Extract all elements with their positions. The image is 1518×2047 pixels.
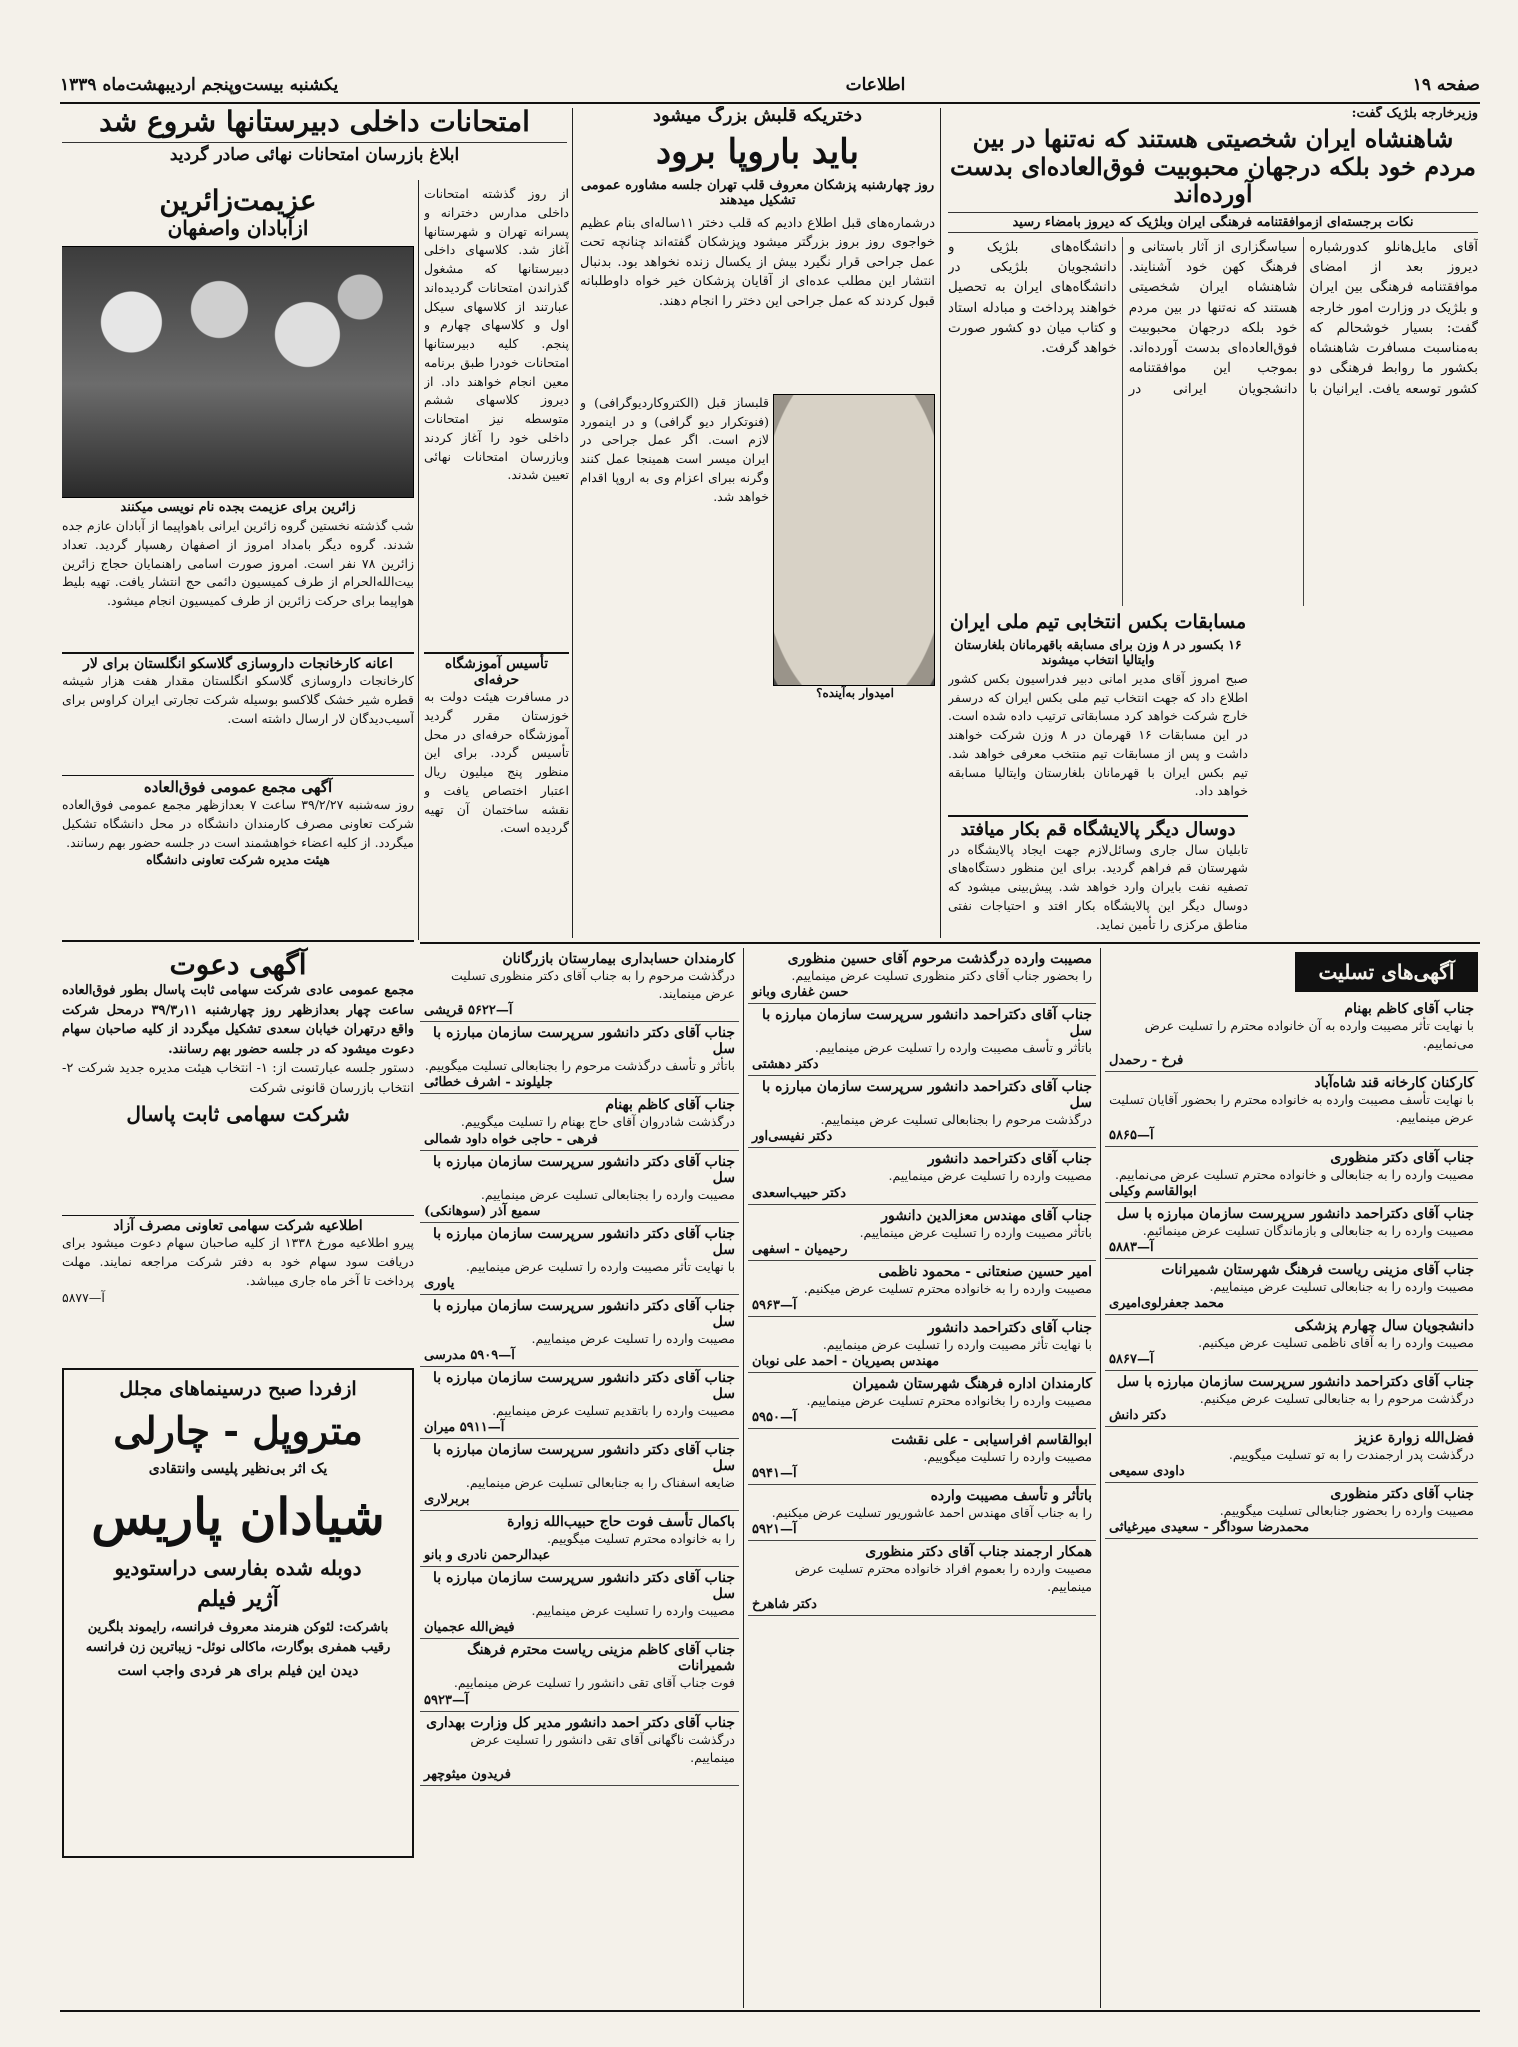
condolence-notice — [1105, 1147, 1478, 1203]
condolence-body: باتأثر و تأسف مصیبت وارده را تسلیت عرض مینماییم. — [814, 1040, 1092, 1056]
article-body-continued: قلبساز قبل (الکتروکاردیوگرافی) و (فنوتکرار دیو گرافی) و در اینمورد لازم است. اگر عمل جراحی در ایران میسر است همینجا عمل کنند وگرنه ببرای اعزام وی به اروپا اقدام خواهد شد. — [580, 394, 769, 504]
condolence-notice — [420, 1511, 739, 1567]
article-kicker: دختریکه قلبش بزرگ میشود — [652, 106, 863, 126]
cinema-tagline: یک اثر بی‌نظیر پلیسی وانتقادی — [148, 1461, 328, 1477]
condolence-body: با نهایت تأثر مصیبت وارده را تسلیت عرض مینماییم. — [822, 1336, 1092, 1352]
condolence-title: جناب آقای مزینی ریاست فرهنگ شهرستان شمیرانات — [1161, 1261, 1474, 1278]
condolence-title: جناب آقای دکتر دانشور سرپرست سازمان مبارزه با سل — [433, 1570, 735, 1603]
condolence-notice — [1105, 1371, 1478, 1427]
condolence-notice — [1105, 1259, 1478, 1315]
column-divider — [743, 948, 744, 2008]
condolence-notice — [748, 948, 1096, 1004]
condolence-body: باتأثر مصیبت وارده را تسلیت عرض مینماییم. — [859, 1224, 1092, 1240]
portrait-photo — [773, 394, 935, 686]
condolence-notice — [420, 948, 739, 1022]
article-subhead: ۱۶ بکسور در ۸ وزن برای مسابقه باقهرمانان بلغارستان وایتالیا انتخاب میشوند — [954, 636, 1242, 667]
article-headline: اعانه کارخانجات داروسازی گلاسکو انگلستان برای لار — [62, 652, 414, 672]
cinema-names: متروپل - چارلی — [113, 1408, 363, 1453]
condolence-title: جناب آقای مهندس معزالدین دانشور — [881, 1207, 1092, 1224]
condolence-body: درگذشت مرحوم را به جناب آقای دکتر منظوری تسلیت عرض مینمایند. — [451, 968, 735, 1002]
notice-code: آ—۵۸۷۷ — [62, 1290, 105, 1306]
condolence-body: مصیبت وارده را به آقای ناظمی تسلیت عرض میکنیم. — [1198, 1334, 1474, 1350]
dub-note: دوبله شده بفارسی دراستودیو — [114, 1556, 362, 1580]
article-vocational-school — [424, 652, 569, 937]
condolence-body: با نهایت تأسف مصیبت وارده به خانواده محترم را بحضور آقایان تسلیت عرض مینماییم. — [1109, 1092, 1474, 1126]
condolence-signature: فیض‌الله عجمیان — [424, 1620, 515, 1636]
condolence-notice — [420, 1094, 739, 1150]
condolence-body: را به جناب آقای مهندس احمد عاشوریور تسلیت عرض میکنیم. — [771, 1505, 1092, 1521]
article-glaxo-donation — [62, 652, 414, 772]
condolence-signature: آ—۵۹۱۱ میران — [424, 1420, 505, 1435]
article-body: کارخانجات داروسازی گلاسکو انگلستان مقدار هفت هزار شیشه قطره شیر خشک گلاکسو بوسیله شرکت تجارتی ایران کراوس برای آسیب‌دیدگان لار ارسال داشته است. — [62, 673, 414, 726]
condolence-body: مصیبت وارده را باتقدیم تسلیت عرض مینماییم. — [492, 1402, 735, 1418]
condolence-body: درگذشت شادروان آقای حاج بهنام را تسلیت میگوییم. — [460, 1114, 735, 1130]
condolence-title: دانشجویان سال چهارم پزشکی — [1294, 1317, 1474, 1334]
article-headline: امتحانات داخلی دبیرستانها شروع شد — [99, 106, 530, 138]
condolence-body: مصیبت وارده را بحضور جنابعالی تسلیت میگوییم. — [1219, 1503, 1474, 1519]
condolences-banner: آگهی‌های تسلیت — [1295, 952, 1478, 992]
condolence-body: مصیبت وارده را بخانواده محترم تسلیت عرض مینماییم. — [806, 1392, 1092, 1408]
condolence-signature: فریدون میثوچهر — [424, 1766, 511, 1782]
condolence-title: فضل‌الله زوارة عزیز — [1355, 1430, 1474, 1447]
condolence-body: با نهایت تأثر مصیبت وارده را تسلیت عرض مینماییم. — [465, 1258, 735, 1274]
condolence-notice — [1105, 1315, 1478, 1371]
article-pilgrims — [62, 185, 414, 645]
notice-title: آگهی دعوت — [62, 940, 414, 981]
article-shah-belgium — [948, 106, 1478, 606]
condolence-body: را به خانواده محترم تسلیت میگوییم. — [547, 1531, 735, 1547]
condolence-title: جناب آقای دکتراحمد دانشور — [927, 1151, 1092, 1168]
article-body: درشماره‌های قبل اطلاع دادیم که قلب دختر ۱۱ساله‌ای بنام عظیم خواجوی روز بروز بزرگتر میشود وپزشکان گفته‌اند چنانچه تحت عمل جراحی قرار نگیرد بیش از یکسال زنده نخواهد بود. بدنبال انتشار این مطلب عده‌ای از آقایان پزشکان خیر خواه داوطلبانه قبول کردند که عمل جراحی این دختر را انجام دهند. — [580, 215, 935, 309]
article-body: صبح امروز آقای مدیر امانی دبیر فدراسیون بکس کشور اطلاع داد که جهت انتخاب تیم ملی بکس ایران که درسفر خارج شرکت خواهد کرد مسابقاتی ترتیب داده شده است. در این مسابقات ۱۶ قهرمان در ۸ وزن شرکت خواهند داشت و پس از مسابقات تیم منتخب معرفی خواهد شد. تیم بکس ایران با قهرمانان بلغارستان وایتالیا مسابقه خواهد داد. — [948, 670, 1248, 799]
notice-body: پیرو اطلاعیه مورخ ۱۳۳۸ از کلیه صاحبان سهام دعوت میشود برای دریافت سود سهام خود به دفتر شرکت مراجعه نمایند. مهلت پرداخت تا آخر ماه جاری میباشد. — [62, 1235, 414, 1288]
condolence-notice — [748, 1485, 1096, 1541]
article-body: آقای مایل‌هانلو کدورشباره دیروز بعد از امضای موافقتنامه فرهنگی بین ایران و بلژیک در وزارت امور خارجه گفت: بسیار خوشحالم که به‌مناسبت مسافرت شاهنشاه بکشور ما روابط فرهنگی دو کشور توسعه یافت. ایرانیان با سیاسگزاری از آثار باستانی و فرهنگ کهن خود آشنایند. شاهنشاه ایران شخصیتی هستند که نه‌تنها در بین مردم خود بلکه درجهان محبوبیت فوق‌العاده‌ای بدست آورده‌اند. بموجب این موافقتنامه دانشجویان ایرانی در دانشگاه‌های بلژیک و دانشجویان بلژیکی در دانشگاه‌های ایران به تحصیل خواهند پرداخت و مبادله استاد و کتاب میان دو کشور صورت خواهد گرفت. — [948, 238, 1478, 397]
condolence-title: ابوالقاسم افراسیابی - علی نقشت — [891, 1432, 1092, 1448]
condolence-signature: محمدرضا سوداگر - سعیدی میرغیاثی — [1109, 1520, 1310, 1536]
notice-signature: شرکت سهامی ثابت پاسال — [126, 1102, 350, 1126]
column-divider — [418, 180, 419, 940]
condolence-body: مصیبت وارده را تسلیت عرض مینماییم. — [531, 1603, 735, 1619]
condolence-signature: آ—۵۸۶۷ — [1109, 1352, 1154, 1367]
condolence-signature: رحیمیان - اسفهی — [752, 1241, 848, 1257]
masthead-rule — [60, 102, 1480, 104]
condolence-signature: محمد جعفرلوی‌امیری — [1109, 1295, 1224, 1311]
condolence-signature: دکتر دانش — [1109, 1408, 1167, 1424]
condolence-title: جناب آقای دکتراحمد دانشور سرپرست سازمان مبارزه با سل — [1116, 1205, 1474, 1222]
condolence-title: جناب آقای دکتراحمد دانشور — [927, 1319, 1092, 1336]
cinema-ad-intro: ازفردا صبح درسینماهای مجلل — [119, 1378, 357, 1400]
condolence-title: جناب آقای کاظم بهنام — [605, 1097, 735, 1114]
condolence-title: جناب آقای دکتراحمد دانشور سرپرست سازمان مبارزه با سل — [762, 1079, 1092, 1112]
condolence-column-mid — [748, 948, 1096, 2008]
condolence-notice — [420, 1022, 739, 1094]
notice-title: اطلاعیه شرکت سهامی تعاونی مصرف آزاد — [62, 1215, 414, 1234]
film-cast: باشرکت: لئوکن هنرمند معروف فرانسه، رایموند بلگرین رقیب همفری بوگارت، ماکالی نوئل- زیباترین زن فرانسه — [85, 1620, 391, 1655]
film-title: شیادان پاریس — [91, 1487, 385, 1546]
footer-rule — [60, 2010, 1480, 2012]
condolence-notice — [420, 1151, 739, 1223]
condolence-signature: آ—۵۹۲۳ — [424, 1692, 469, 1708]
article-exams-body: از روز گذشته امتحانات داخلی مدارس دخترانه و پسرانه تهران و شهرستانها آغاز شد. کلاسهای داخلی دبیرستانها که مشغول گذراندن امتحانات گردیده‌اند عبارتند از کلاسهای سیکل اول و کلاسهای چهارم و پنجم. کلیه دبیرستانها امتحانات خودرا طبق برنامه معین انجام خواهند داد. از دیروز کلاسهای ششم متوسطه نیز امتحانات داخلی خود را آغاز کردند وبازرسان امتحانات نهائی تعیین شدند. — [424, 186, 569, 483]
film-warning: دیدن این فیلم برای هر فردی واجب است — [117, 1663, 359, 1679]
condolence-body: مصیبت وارده را تسلیت میگوییم. — [923, 1449, 1092, 1464]
condolence-body: درگذشت مرحوم را به جنابعالی تسلیت عرض میکنیم. — [1199, 1391, 1474, 1406]
condolence-notice — [748, 1429, 1096, 1485]
condolence-title: جناب آقای دکتر دانشور سرپرست سازمان مبارزه با سل — [433, 1442, 735, 1474]
condolence-body: مصیبت وارده را بعموم افراد خانواده محترم تسلیت عرض مینماییم. — [794, 1561, 1092, 1595]
condolence-title: جناب آقای دکتر دانشور سرپرست سازمان مبارزه با سل — [433, 1297, 735, 1330]
condolence-title: باکمال تأسف فوت حاج حبیب‌الله زوارة — [507, 1514, 735, 1531]
section-rule — [420, 942, 1480, 944]
condolence-signature: مهندس بصیریان - احمد علی نوبان — [752, 1353, 940, 1369]
column-divider — [572, 108, 573, 938]
studio-name: آژیر فیلم — [197, 1586, 279, 1612]
condolence-signature: آ—۵۹۴۱ — [752, 1466, 797, 1482]
condolence-notice — [748, 1317, 1096, 1373]
condolence-title: جناب آقای دکتراحمد دانشور سرپرست سازمان مبارزه با سل — [1116, 1374, 1474, 1390]
condolence-signature: بربرلاری — [424, 1492, 470, 1508]
article-headline: دوسال دیگر پالایشگاه قم بکار میافتد — [948, 815, 1248, 841]
condolence-notice — [420, 1439, 739, 1511]
condolence-notice — [748, 1261, 1096, 1317]
article-girl-heart — [580, 106, 935, 940]
column-divider — [1100, 948, 1101, 2008]
condolence-title: امیر حسین صنعتانی - محمود ناظمی — [878, 1263, 1092, 1280]
pilgrims-photo — [62, 246, 414, 498]
condolence-notice — [748, 1076, 1096, 1148]
condolence-title: جناب آقای دکتر منظوری — [1330, 1486, 1474, 1503]
condolence-notice — [420, 1567, 739, 1639]
condolence-notice — [420, 1712, 739, 1786]
notice-body: روز سه‌شنبه ۳۹/۲/۲۷ ساعت ۷ بعدازظهر مجمع عمومی فوق‌العاده شرکت تعاونی مصرف کارمندان دانشگاه در محل دانشگاه تشکیل میگردد. از کلیه اعضاء خواهشمند است در جلسه حضور بهم رسانند. — [62, 797, 414, 850]
condolence-notice — [420, 1639, 739, 1711]
condolence-signature: دکتر دهشتی — [752, 1057, 819, 1073]
photo-caption: امیدوار به‌آینده؟ — [816, 685, 894, 700]
condolence-signature: آ—۵۶۲۲ قریشی — [424, 1003, 513, 1019]
article-kicker: وزیرخارجه بلژیک گفت: — [1351, 106, 1478, 121]
article-body: شب گذشته نخستین گروه زائرین ایرانی باهواپیما از آبادان عازم جده شدند. گروه دیگر بامداد امروز از اصفهان رهسپار گردید. تعداد زائرین ۷۸ نفر است. امروز صورت اسامی راهنمایان حجاج زائرین بیت‌الله‌الحرام از طرف کمیسیون دائمی حج انتشار یافت. تهیه بلیط هواپیما برای حرکت زائرین از طرف کمیسیون انجام میشود. — [62, 518, 414, 609]
condolence-body: مصیبت وارده را به جنابعالی و خانواده محترم تسلیت عرض می‌نماییم. — [1114, 1166, 1474, 1182]
condolence-body: درگذشت مرحوم را بجنابعالی تسلیت عرض مینماییم. — [820, 1112, 1092, 1128]
article-body: تابلیان سال جاری وسائل‌لازم جهت ایجاد پالایشگاه در شهرستان قم فراهم گردید. برای این منظور دستگاه‌های تصفیه نفت بایران وارد خواهد شد. پیش‌بینی میشود که دوسال دیگر این پالایشگاه بکار افتد و احتیاجات نفتی مناطق مرکزی را تأمین نماید. — [948, 841, 1248, 932]
condolence-body: مصیبت وارده را به جنابعالی تسلیت عرض مینماییم. — [1209, 1278, 1474, 1294]
condolence-body: را بحضور جناب آقای دکتر منظوری تسلیت عرض مینماییم. — [791, 968, 1092, 983]
condolence-notice — [1105, 1483, 1478, 1539]
condolence-title: جناب آقای کاظم مزینی ریاست محترم فرهنگ شمیرانات — [467, 1642, 735, 1675]
masthead — [60, 70, 1480, 100]
condolence-notice — [748, 1004, 1096, 1076]
condolence-signature: عبدالرحمن نادری و بانو — [424, 1548, 551, 1564]
article-subhead: ابلاغ بازرسان امتحانات نهائی صادر گردید — [62, 142, 567, 166]
condolence-body: درگذشت ناگهانی آقای تقی دانشور را تسلیت عرض مینماییم. — [470, 1731, 735, 1765]
condolence-notice — [1105, 1072, 1478, 1146]
condolence-signature: فرخ - رحمدل — [1109, 1053, 1184, 1069]
article-subhead: ازآبادان واصفهان — [167, 216, 309, 241]
article-exams-header — [62, 106, 567, 178]
condolence-notice — [1105, 998, 1478, 1072]
condolence-notice — [1105, 1427, 1478, 1483]
condolence-title: جناب آقای دکتر دانشور سرپرست سازمان مبارزه با سل — [433, 1025, 735, 1058]
notice-signature: هیئت مدیره شرکت تعاونی دانشگاه — [146, 852, 330, 868]
issue-date: یکشنبه بیست‌وپنجم اردیبهشت‌ماه ۱۳۳۹ — [60, 75, 339, 95]
article-subhead: نکات برجسته‌ای ازموافقتنامه فرهنگی ایران وبلژیک که دیروز بامضاء رسید — [948, 212, 1478, 233]
photo-caption: زائرین برای عزیمت بجده نام نویسی میکنند — [120, 500, 356, 516]
newspaper-name: اطلاعات — [845, 75, 906, 95]
condolence-body: مصیبت وارده را بجنابعالی تسلیت عرض مینماییم. — [480, 1186, 735, 1202]
condolence-title: جناب آقای دکتراحمد دانشور سرپرست سازمان مبارزه با سل — [762, 1007, 1092, 1040]
condolence-signature: دکتر نفیسی‌اور — [752, 1129, 833, 1145]
article-headline: تأسیس آموزشگاه حرفه‌ای — [424, 652, 569, 688]
condolence-body: مصیبت وارده را به جنابعالی و بازماندگان تسلیت عرض مینمائیم. — [1142, 1222, 1474, 1238]
condolence-title: جناب آقای دکتر احمد دانشور مدیر کل وزارت بهداری — [426, 1714, 735, 1731]
column-divider — [940, 108, 941, 938]
article-headline: باید باروپا برود — [655, 131, 860, 172]
condolence-column-left — [420, 948, 739, 2008]
condolence-title: همکار ارجمند جناب آقای دکتر منظوری — [865, 1544, 1092, 1561]
condolence-body: با نهایت تأثر مصیبت وارده به آن خانواده محترم را تسلیت عرض می‌نماییم. — [1144, 1018, 1474, 1052]
condolence-signature: حسن غفاری وبانو — [752, 985, 849, 1001]
article-body: در مسافرت هیئت دولت به خوزستان مقرر گردید آموزشگاه حرفه‌ای در محل تأسیس گردد. برای این منظور پنج میلیون ریال اعتبار اختصاص یافت و نقشه ساختمان آن تهیه گردیده است. — [424, 689, 569, 836]
condolence-signature: یاوری — [424, 1275, 455, 1291]
notice-azad-coop — [62, 1215, 414, 1360]
condolence-signature: فرهی - حاجی خواه داود شمالی — [424, 1131, 598, 1147]
notice-general-assembly — [62, 775, 414, 935]
condolence-title: باتأثر و تأسف مصیبت وارده — [930, 1488, 1092, 1505]
condolence-notice — [748, 1541, 1096, 1615]
condolence-signature: آ—۵۸۸۳ — [1109, 1239, 1154, 1255]
article-boxing — [948, 612, 1248, 812]
condolence-notice — [748, 1148, 1096, 1204]
condolence-signature: آ—۵۹۲۱ — [752, 1522, 797, 1538]
condolence-body: مصیبت وارده را تسلیت عرض مینماییم. — [531, 1330, 735, 1346]
condolence-notice — [748, 1205, 1096, 1261]
article-headline: مسابقات بکس انتخابی تیم ملی ایران — [949, 612, 1247, 633]
page-number: صفحه ۱۹ — [1412, 75, 1480, 95]
notice-body: مجمع عمومی عادی شرکت سهامی ثابت پاسال بطور فوق‌العاده ساعت چهار بعدازظهر روز چهارشنبه ۱۱ر۳۹/۳ درمحل شرکت واقع درتهران خیابان سعدی تشکیل میگردد از کلیه صاحبان سهام دعوت میشود که در جلسه حضور بهم رسانند. — [62, 983, 414, 1057]
condolence-column-right — [1105, 998, 1478, 2008]
condolence-notice — [420, 1367, 739, 1439]
condolence-title: مصیبت وارده درگذشت مرحوم آقای حسین منظوری — [787, 951, 1092, 967]
condolence-signature: آ—۵۹۰۹ مدرسی — [424, 1347, 515, 1363]
condolence-signature: دکتر شاهرخ — [752, 1596, 817, 1612]
condolence-title: جناب آقای کاظم بهنام — [1344, 1001, 1474, 1017]
article-qom-refinery — [948, 815, 1248, 940]
condolence-body: باتأثر و تأسف درگذشت مرحوم را بجنابعالی تسلیت میگوییم. — [424, 1058, 735, 1074]
condolence-signature: آ—۵۹۶۳ — [752, 1297, 797, 1313]
condolence-title: کارکنان کارخانه قند شاه‌آباد — [1314, 1075, 1474, 1092]
article-subhead: روز چهارشنبه پزشکان معروف قلب تهران جلسه مشاوره عمومی تشکیل میدهند — [580, 177, 935, 208]
condolence-body: مصیبت وارده را تسلیت عرض مینماییم. — [888, 1168, 1092, 1184]
condolence-notice — [420, 1223, 739, 1295]
cinema-ad — [62, 1368, 414, 1858]
condolence-title: جناب آقای دکتر دانشور سرپرست سازمان مبارزه با سل — [433, 1225, 735, 1258]
condolence-body: ضایعه اسفناک را به جنابعالی تسلیت عرض مینماییم. — [465, 1475, 735, 1490]
article-headline: شاهنشاه ایران شخصیتی هستند که نه‌تنها در بین مردم خود بلکه درجهان محبوبیت فوق‌العاده‌ای بدست آورده‌اند — [949, 124, 1477, 209]
condolence-signature: سمیع آذر (سوهانکی) — [424, 1203, 541, 1219]
condolence-signature: ابوالقاسم وکیلی — [1109, 1183, 1197, 1199]
condolence-body: مصیبت وارده را به خانواده محترم تسلیت عرض میکنیم. — [803, 1280, 1092, 1296]
condolence-signature: دکتر حبیب‌اسعدی — [752, 1185, 847, 1201]
condolence-signature: آ—۵۹۵۰ — [752, 1410, 797, 1425]
condolence-title: کارمندان حسابداری بیمارستان بازرگانان — [502, 951, 735, 967]
condolence-notice — [1105, 1203, 1478, 1259]
condolence-body: فوت جناب آقای تقی دانشور را تسلیت عرض مینماییم. — [453, 1675, 735, 1691]
condolence-title: جناب آقای دکتر منظوری — [1330, 1149, 1474, 1166]
condolence-notice — [420, 1295, 739, 1367]
condolence-title: جناب آقای دکتر دانشور سرپرست سازمان مبارزه با سل — [433, 1153, 735, 1186]
condolence-signature: آ—۵۸۶۵ — [1109, 1127, 1154, 1143]
condolence-signature: داودی سمیعی — [1109, 1464, 1185, 1480]
condolence-title: جناب آقای دکتر دانشور سرپرست سازمان مبارزه با سل — [433, 1369, 735, 1402]
condolence-title: کارمندان اداره فرهنگ شهرستان شمیران — [852, 1375, 1092, 1392]
condolence-signature: جلیلوند - اشرف خطائی — [424, 1075, 553, 1091]
article-headline: عزیمت‌زائرین — [159, 185, 317, 217]
notice-pasal-invitation — [62, 940, 414, 1210]
notice-title: آگهی مجمع عمومی فوق‌العاده — [62, 775, 414, 796]
notice-agenda: دستور جلسه عبارتست از: ۱- انتخاب هیئت مدیره جدید شرکت ۲- انتخاب بازرسان قانونی شرکت — [62, 1061, 414, 1096]
condolence-notice — [748, 1373, 1096, 1429]
condolence-body: درگذشت پدر ارجمندت را به تو تسلیت میگوییم. — [1228, 1447, 1474, 1463]
